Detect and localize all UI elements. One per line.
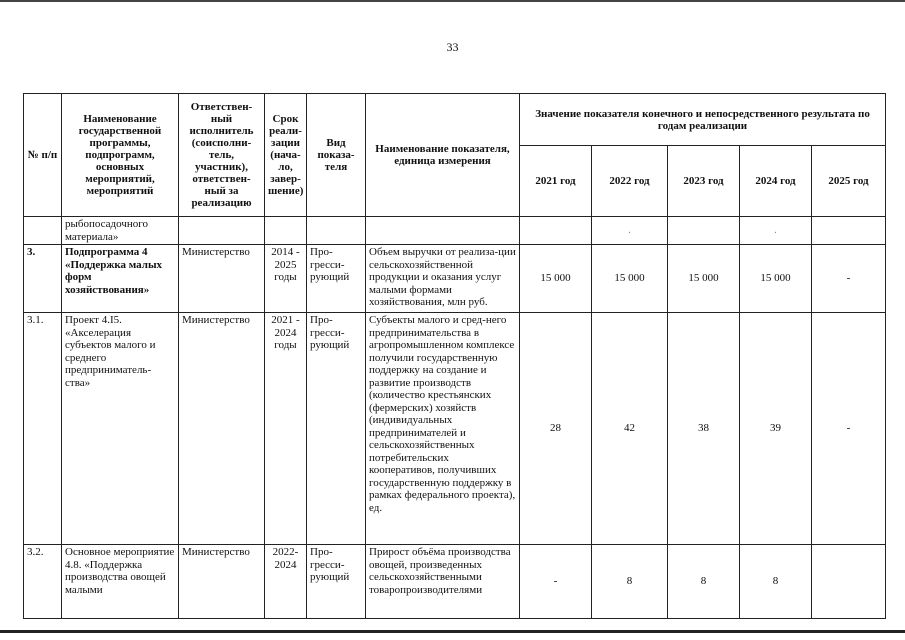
header-year-2021: 2021 год — [520, 146, 592, 217]
row-value-2025: - — [812, 245, 886, 313]
header-year-2022: 2022 год — [592, 146, 668, 217]
table-row — [24, 545, 886, 619]
row-num — [24, 217, 62, 245]
header-year-2024: 2024 год — [740, 146, 812, 217]
row-value-2022: 15 000 — [592, 245, 668, 313]
row-term: 2022- 2024 — [265, 545, 307, 619]
row-value-2023: 8 — [668, 545, 740, 619]
row-value-2021: - — [520, 545, 592, 619]
row-num: 3. — [24, 245, 62, 313]
indicator-table — [23, 93, 886, 619]
row-value-2025: - — [812, 313, 886, 545]
row-term — [265, 217, 307, 245]
row-term: 2021 - 2024 годы — [265, 313, 307, 545]
row-term: 2014 - 2025 годы — [265, 245, 307, 313]
row-indicator: Прирост объёма производства овощей, произведенных сельскохозяйственными товаропроизводителями — [366, 545, 520, 619]
row-program: Подпрограмма 4 «Поддержка малых форм хозяйствования» — [62, 245, 179, 313]
row-kind: Про-гресси-рующий — [307, 545, 366, 619]
row-value-2024: 39 — [740, 313, 812, 545]
row-executor — [179, 217, 265, 245]
row-value-2022: 42 — [592, 313, 668, 545]
table-row — [24, 245, 886, 313]
row-value-2025 — [812, 217, 886, 245]
row-value-2023: 38 — [668, 313, 740, 545]
header-indicator: Наименование показателя, единица измерения — [366, 94, 520, 217]
row-indicator: Объем выручки от реализа-ции сельскохозяйственной продукции и оказания услуг малыми формами хозяйствования, млн руб. — [366, 245, 520, 313]
row-value-2022: 8 — [592, 545, 668, 619]
row-value-2021: 15 000 — [520, 245, 592, 313]
row-indicator — [366, 217, 520, 245]
header-program: Наименование государственной программы, подпрограмм, основных мероприятий, мероприятий — [62, 94, 179, 217]
row-value-2024: 8 — [740, 545, 812, 619]
scan-bottom-edge — [0, 630, 905, 633]
row-value-2021: 28 — [520, 313, 592, 545]
row-value-2024: . — [740, 217, 812, 245]
row-value-2023: 15 000 — [668, 245, 740, 313]
page-number: 33 — [446, 40, 459, 54]
row-executor: Министерство — [179, 245, 265, 313]
row-num: 3.2. — [24, 545, 62, 619]
table-row — [24, 217, 886, 245]
header-term: Срок реали-зации (нача-ло, завер-шение) — [265, 94, 307, 217]
row-program: Проект 4.I5. «Акселерация субъектов малого и среднего предприниматель-ства» — [62, 313, 179, 545]
row-program: рыбопосадочного материала» — [62, 217, 179, 245]
row-num: 3.1. — [24, 313, 62, 545]
row-value-2024: 15 000 — [740, 245, 812, 313]
header-year-2023: 2023 год — [668, 146, 740, 217]
header-num: № п/п — [24, 94, 62, 217]
header-values-title: Значение показателя конечного и непосредственного результата по годам реализации — [520, 94, 886, 146]
row-program: Основное мероприятие 4.8. «Поддержка производства овощей малыми — [62, 545, 179, 619]
row-kind: Про-гресси-рующий — [307, 313, 366, 545]
scan-top-edge — [0, 0, 905, 2]
row-executor: Министерство — [179, 313, 265, 545]
row-kind — [307, 217, 366, 245]
row-value-2021 — [520, 217, 592, 245]
row-value-2023 — [668, 217, 740, 245]
row-indicator: Субъекты малого и сред-него предпринимательства в агропромышленном комплексе получили государственную поддержку на создание и развитие производств (количество крестьянских (фермерских) хозяйств (индивидуальных предпринимателей и сельскохозяйственных потребительских кооперативов, получивших государственную поддержку в рамках федерального проекта), ед. — [366, 313, 520, 545]
row-value-2022: . — [592, 217, 668, 245]
header-executor: Ответствен-ный исполнитель (соисполни-тель, участник), ответствен-ный за реализацию — [179, 94, 265, 217]
table-row — [24, 313, 886, 545]
header-year-2025: 2025 год — [812, 146, 886, 217]
row-kind: Про-гресси-рующий — [307, 245, 366, 313]
row-executor: Министерство — [179, 545, 265, 619]
header-kind: Вид показа-теля — [307, 94, 366, 217]
row-value-2025 — [812, 545, 886, 619]
